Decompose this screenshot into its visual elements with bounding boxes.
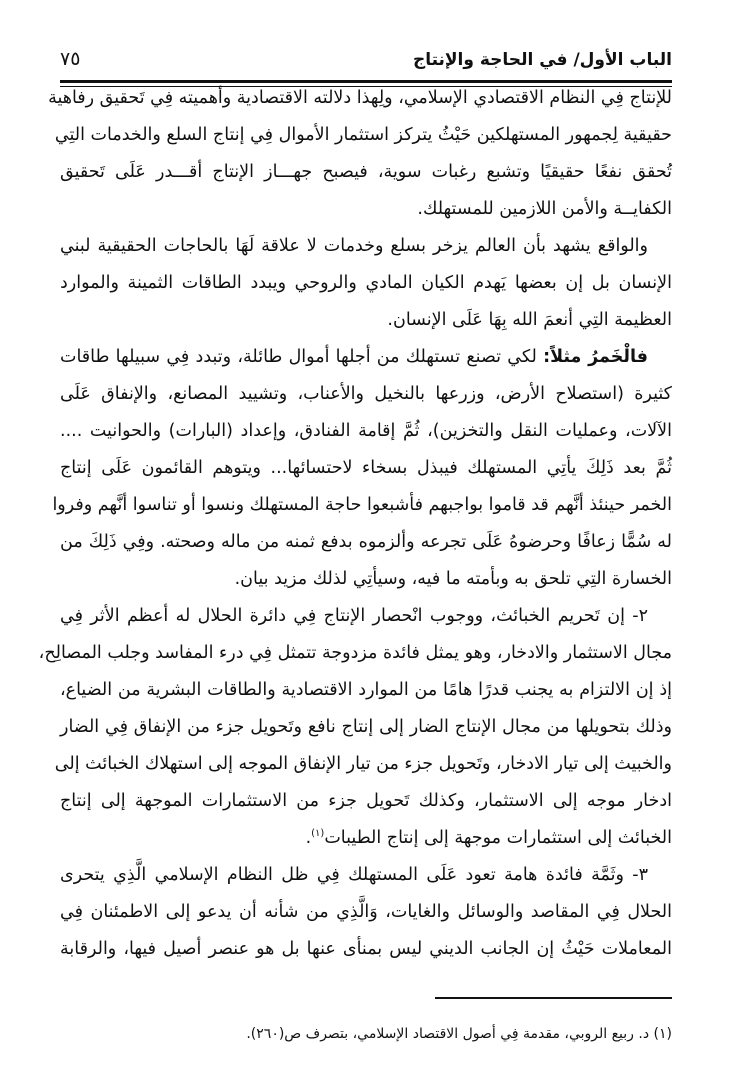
text-line: ٢- إن تَحريم الخبائث، ووجوب انْحصار الإنتاج فِي دائرة الحلال له أعظم الأثر فِي <box>60 606 648 626</box>
text-span: . <box>305 828 312 848</box>
text-line: الآلات، وعمليات النقل والتخزين)، ثُمَّ إقامة الفنادق، وإعداد (البارات) والحوانيت .... <box>60 421 672 441</box>
text-line: حقيقية لِجمهور المستهلكين حَيْثُ يتركز استثمار الأموال فِي إنتاج السلع والخدمات التِي <box>54 125 672 145</box>
footnote: (١) د. ربيع الروبي، مقدمة فِي أصول الاقتصاد الإسلامي، بتصرف ص(٢٦٠). <box>246 1026 672 1042</box>
text-line: الخسارة التِي تلحق به وبأمته ما فيه، وسيأتِي لذلك مزيد بيان. <box>234 569 672 589</box>
text-line: كثيرة (استصلاح الأرض، وزرعها بالنخيل والأعناب، وتشييد المصانع، والإنفاق عَلَى <box>60 384 672 404</box>
text-line: الإنسان بل إن بعضها يَهدم الكيان المادي والروحي ويبدد الطاقات الثمينة والموارد <box>60 273 672 293</box>
text-line: للإنتاج فِي النظام الاقتصادي الإسلامي، ولِهذا دلالته الاقتصادية وأهميته فِي تَحقيق رفاهية <box>48 88 672 108</box>
text-line-with-ref <box>60 820 672 857</box>
text-line: وذلك بتحويلها من مجال الإنتاج الضار إلى إنتاج نافع وتَحويل جزء من الإنفاق فِي الضار <box>60 717 672 737</box>
text-line: مجال الاستثمار والادخار، وهو يمثل فائدة مزدوجة تتمثل فِي درء المفاسد وجلب المصالِح، <box>38 643 672 663</box>
body-text <box>38 80 672 968</box>
text-line: إذ إن الالتزام به يجنب قدرًا هامًا من الموارد الاقتصادية والطاقات البشرية من الضياع، <box>60 680 672 700</box>
text-line: الكفايــة والأمن اللازمين للمستهلك. <box>417 199 672 219</box>
footnote-rule <box>435 997 672 999</box>
text-line-lead <box>60 339 672 376</box>
lead-term: فالْخَمرُ مثلاً: <box>543 347 648 367</box>
text-line: تُحقق نفعًا حقيقيًا وتشبع رغبات سوية، فيصبح جهـــاز الإنتاج أقـــدر عَلَى تَحقيق <box>60 162 672 182</box>
text-line: ادخار موجه إلى الاستثمار، وكذلك تَحويل جزء من الاستثمارات الموجهة إلى إنتاج <box>60 791 672 811</box>
text-line: المعاملات حَيْثُ إن الجانب الديني ليس بمنأى عنها بل هو عنصر أصيل فيها، والرقابة <box>60 939 672 959</box>
text-line: ٣- وثَمَّة فائدة هامة تعود عَلَى المستهلك فِي ظل النظام الإسلامي الَّذِي يتحرى <box>60 865 648 885</box>
running-header <box>60 46 672 78</box>
text-line: والخبيث إلى تيار الادخار، وتَحويل جزء من تيار الإنفاق الموجه إلى استهلاك الخبائث إلى <box>54 754 672 774</box>
text-line: الحلال فِي المقاصد والوسائل والغايات، وَالَّذِي من شأنه أن يدعو إلى الاطمئنان فِي <box>60 902 672 922</box>
footnote-ref[interactable]: (١) <box>311 828 325 840</box>
text-span: لكي تصنع تستهلك من أجلها أموال طائلة، وتبدد فِي سبيلها طاقات <box>60 347 537 367</box>
text-span: الخبائث إلى استثمارات موجهة إلى إنتاج الطيبات <box>324 828 672 848</box>
text-line: ثُمَّ بعد ذَلِكَ يأتِي المستهلك فيبذل بسخاء لاحتسائها... ويتوهم القائمون عَلَى إنتاج <box>60 458 672 478</box>
text-line: والواقع يشهد بأن العالم يزخر بسلع وخدمات لا علاقة لَهَا بالحاجات الحقيقية لبني <box>60 236 648 256</box>
page-number: ٧٥ <box>60 48 81 70</box>
text-line: العظيمة التِي أنعمَ الله بِهَا عَلَى الإنسان. <box>387 310 672 330</box>
text-line: له سُمًّا زعافًا وحرضوهُ عَلَى تجرعه وألزموه بدفع ثمنه من ماله وصحته. وفِي ذَلِكَ من <box>60 532 672 552</box>
text-line: الخمر حينئذ أنَّهم قد قاموا بواجبهم فأشبعوا حاجة المستهلك ونسوا أو تناسوا أنَّهم وفروا <box>52 495 672 515</box>
chapter-title: الباب الأول/ في الحاجة والإنتاج <box>412 50 672 70</box>
